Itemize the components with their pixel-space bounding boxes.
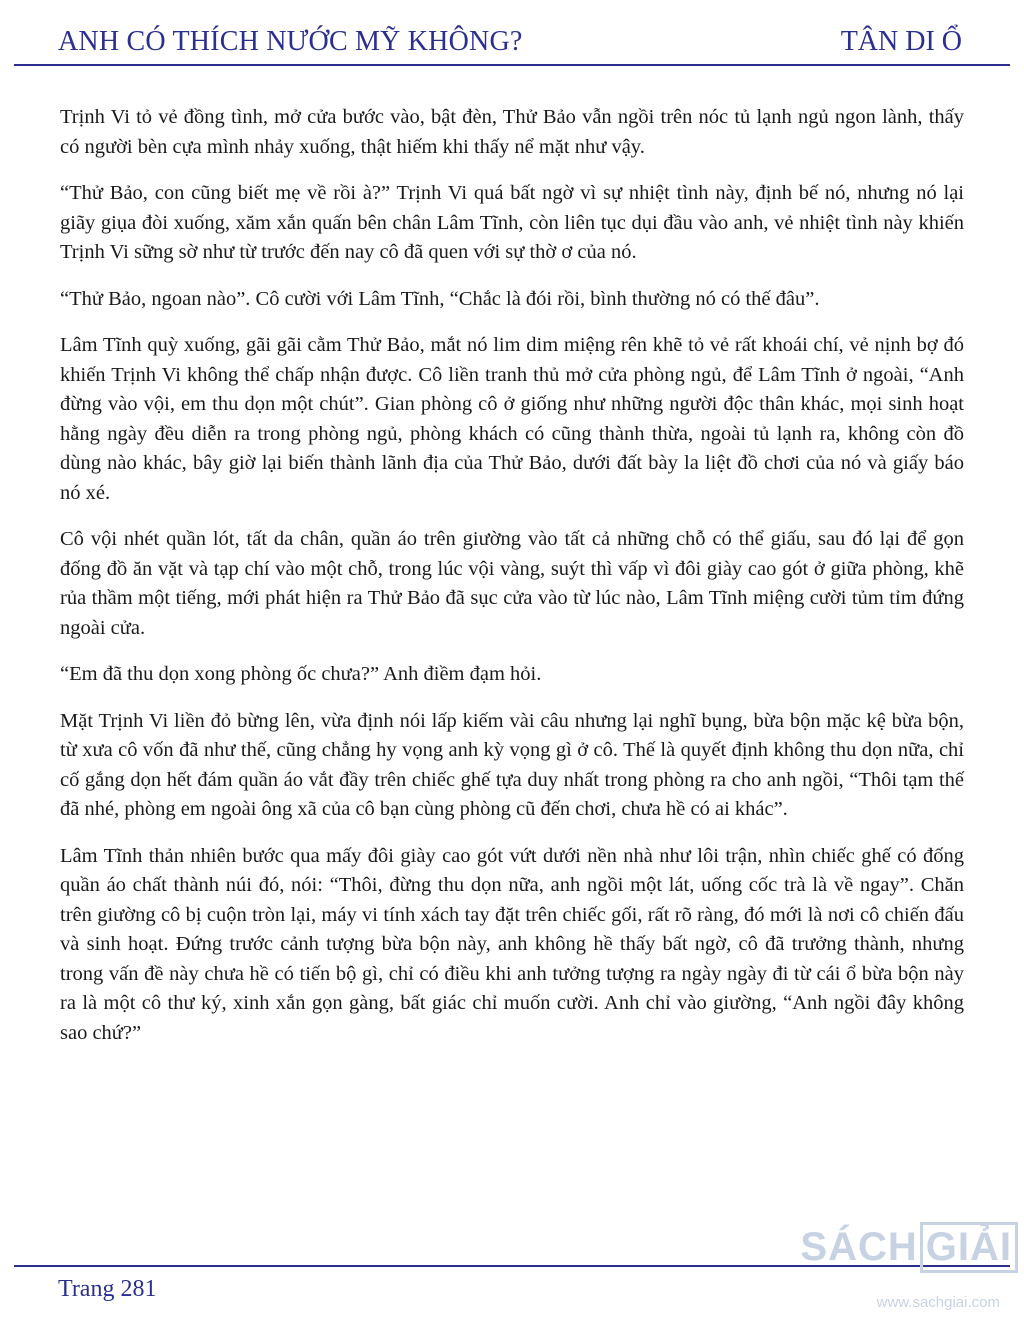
paragraph-7: Mặt Trịnh Vi liền đỏ bừng lên, vừa định nói lấp kiếm vài câu nhưng lại nghĩ bụng, bừa bộn mặc kệ bừa bộn, từ xưa cô vốn đã như thế, cũng chẳng hy vọng anh kỳ vọng gì ở cô. Thế là quyết định không thu dọn nữa, chỉ cố gắng dọn hết đám quần áo vắt đầy trên chiếc ghế tựa duy nhất trong phòng ra cho anh ngồi, “Thôi tạm thế đã nhé, phòng em ngoài ông xã của cô bạn cùng phòng cũ đến chơi, chưa hề có ai khác”. <box>60 709 964 820</box>
paragraph-3: “Thử Bảo, ngoan nào”. Cô cười với Lâm Tĩnh, “Chắc là đói rồi, bình thường nó có thế đâu”. <box>60 287 820 310</box>
paragraph-1: Trịnh Vi tỏ vẻ đồng tình, mở cửa bước vào, bật đèn, Thử Bảo vẫn ngồi trên nóc tủ lạnh ngủ ngon lành, thấy có người bèn cựa mình nhảy xuống, thật hiếm khi thấy nể mặt như vậy. <box>60 106 964 158</box>
watermark-logo-text <box>800 1222 1018 1273</box>
watermark-logo-left: SÁCH <box>800 1225 918 1269</box>
paragraph-8: Lâm Tĩnh thản nhiên bước qua mấy đôi giày cao gót vứt dưới nền nhà như lôi trận, nhìn chiếc ghế có đống quần áo chất thành núi đó, nói: “Thôi, đừng thu dọn nữa, anh ngồi một lát, uống cốc trà là về ngay”. Chăn trên giường cô bị cuộn tròn lại, máy vi tính xách tay đặt trên chiếc gối, rất rõ ràng, đó mới là nơi cô chiến đấu và sinh hoạt. Đứng trước cảnh tượng bừa bộn này, anh không hề thấy bất ngờ, cô đã trưởng thành, nhưng trong vấn đề này chưa hề có tiến bộ gì, chỉ có điều khi anh tưởng tượng ra ngày ngày đi từ cái ổ bừa bộn này ra là một cô thư ký, xinh xắn gọn gàng, bất giác chỉ muốn cười. Anh chỉ vào giường, “Anh ngồi đây không sao chứ?” <box>60 844 964 1044</box>
paragraph-4: Lâm Tĩnh quỳ xuống, gãi gãi cằm Thử Bảo, mắt nó lim dim miệng rên khẽ tỏ vẻ rất khoái chí, vẻ nịnh bợ đó khiến Trịnh Vi không thể chấp nhận được. Cô liền tranh thủ mở cửa phòng ngủ, để Lâm Tĩnh ở ngoài, “Anh đừng vào vội, em thu dọn một chút”. Gian phòng cô ở giống như những người độc thân khác, mọi sinh hoạt hằng ngày đều diễn ra trong phòng ngủ, phòng khách có cũng thành thừa, ngoài tủ lạnh ra, không còn đồ dùng nào khác, bây giờ lại biến thành lãnh địa của Thử Bảo, dưới đất bày la liệt đồ chơi của nó và giấy báo nó xé. <box>60 334 964 504</box>
paragraph-2: “Thử Bảo, con cũng biết mẹ về rồi à?” Trịnh Vi quá bất ngờ vì sự nhiệt tình này, định bế nó, nhưng nó lại giãy giụa đòi xuống, xăm xắn quấn bên chân Lâm Tĩnh, còn liên tục dụi đầu vào anh, vẻ nhiệt tình này khiến Trịnh Vi sững sờ như từ trước đến nay cô đã quen với sự thờ ơ của nó. <box>60 182 964 263</box>
watermark-logo-boxed: GIẢI <box>920 1222 1018 1273</box>
paragraph-5: Cô vội nhét quần lót, tất da chân, quần áo trên giường vào tất cả những chỗ có thể giấu, sau đó lại để gọn đống đồ ăn vặt và tạp chí vào một chỗ, trong lúc vội vàng, suýt thì vấp vì đôi giày cao gót ở giữa phòng, khẽ rủa thầm một tiếng, mới phát hiện ra Thử Bảo đã sục cửa vào từ lúc nào, Lâm Tĩnh miệng cười tủm tỉm đứng ngoài cửa. <box>60 528 964 639</box>
paragraph-6: “Em đã thu dọn xong phòng ốc chưa?” Anh điềm đạm hỏi. <box>60 663 542 685</box>
header-divider <box>14 64 1010 66</box>
page-header <box>58 22 1010 62</box>
page-body <box>60 103 964 1065</box>
watermark-logo <box>800 1222 1018 1322</box>
author-name: TÂN DI Ổ <box>840 26 962 57</box>
page-number: Trang 281 <box>58 1276 157 1302</box>
watermark-url: www.sachgiai.com <box>876 1294 1000 1311</box>
book-title: ANH CÓ THÍCH NƯỚC MỸ KHÔNG? <box>58 26 523 57</box>
